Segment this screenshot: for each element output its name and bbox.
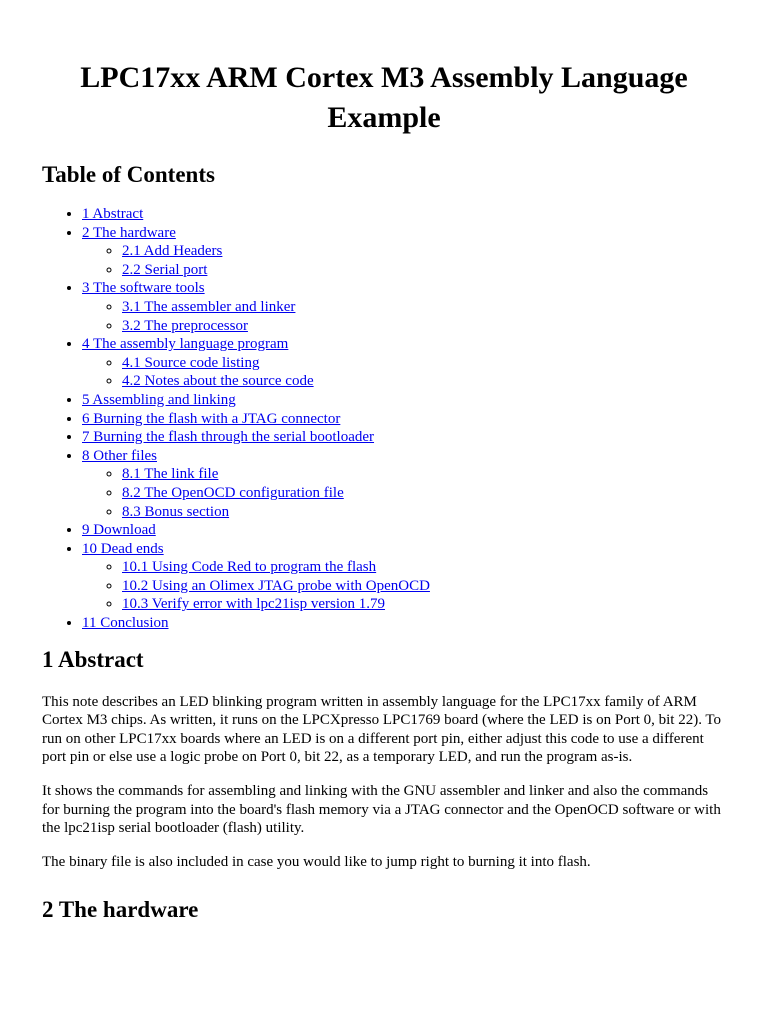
- toc-link[interactable]: 5 Assembling and linking: [82, 391, 236, 408]
- toc-item: [82, 224, 726, 280]
- toc-subitem: [122, 242, 726, 261]
- toc-sublink[interactable]: 8.2 The OpenOCD configuration file: [122, 484, 344, 501]
- toc-sublink[interactable]: 3.2 The preprocessor: [122, 317, 248, 334]
- toc-subitem: [122, 484, 726, 503]
- toc-sublist: [82, 242, 726, 279]
- toc-item: [82, 391, 726, 410]
- toc-sublink[interactable]: 4.2 Notes about the source code: [122, 373, 314, 390]
- toc-item: [82, 614, 726, 633]
- toc-link[interactable]: 8 Other files: [82, 447, 157, 464]
- toc-link[interactable]: 11 Conclusion: [82, 615, 169, 632]
- toc-sublink[interactable]: 8.3 Bonus section: [122, 503, 230, 520]
- toc-subitem: [122, 261, 726, 280]
- section-heading-abstract: 1 Abstract: [42, 646, 144, 672]
- toc-sublist: [82, 558, 726, 614]
- toc-sublist: [82, 354, 726, 391]
- toc-sublink[interactable]: 2.1 Add Headers: [122, 243, 223, 260]
- toc-subitem: [122, 298, 726, 317]
- toc-sublist: [82, 465, 726, 521]
- toc-subitem: [122, 372, 726, 391]
- toc-sublink[interactable]: 10.1 Using Code Red to program the flash: [122, 559, 377, 576]
- toc-item: [82, 447, 726, 521]
- toc-sublink[interactable]: 8.1 The link file: [122, 466, 219, 483]
- toc-subitem: [122, 503, 726, 522]
- toc-sublink[interactable]: 10.3 Verify error with lpc21isp version 1.79: [122, 596, 386, 613]
- toc-subitem: [122, 317, 726, 336]
- toc-item: [82, 428, 726, 447]
- toc-item: [82, 540, 726, 614]
- toc-link[interactable]: 6 Burning the flash with a JTAG connector: [82, 410, 341, 427]
- toc-sublist: [82, 298, 726, 335]
- toc-link[interactable]: 3 The software tools: [82, 280, 205, 297]
- table-of-contents: [42, 205, 726, 633]
- abstract-paragraph: The binary file is also included in case you would like to jump right to burning it into flash.: [42, 853, 591, 870]
- toc-subitem: [122, 354, 726, 373]
- toc-link[interactable]: 7 Burning the flash through the serial bootloader: [82, 429, 375, 446]
- toc-link[interactable]: 2 The hardware: [82, 224, 176, 241]
- toc-sublink[interactable]: 4.1 Source code listing: [122, 354, 260, 371]
- toc-subitem: [122, 558, 726, 577]
- toc-item: [82, 335, 726, 391]
- toc-item: [82, 205, 726, 224]
- abstract-paragraph: This note describes an LED blinking program written in assembly language for the LPC17xx family of ARM Cortex M3 chips. As written, it runs on the LPCXpresso LPC1769 board (where the LED is on Port 0, bit 22). To run on other LPC17xx boards where an LED is on a different port pin, either adjust this code to use a different port pin or else use a logic probe on Port 0, bit 22, as a temporary LED, and run the program as-is.: [42, 693, 722, 766]
- toc-link[interactable]: 1 Abstract: [82, 206, 144, 222]
- toc-sublink[interactable]: 2.2 Serial port: [122, 261, 208, 278]
- toc-sublink[interactable]: 10.2 Using an Olimex JTAG probe with OpenOCD: [122, 577, 430, 594]
- toc-subitem: [122, 595, 726, 614]
- toc-link[interactable]: 10 Dead ends: [82, 540, 164, 557]
- toc-sublink[interactable]: 3.1 The assembler and linker: [122, 298, 296, 315]
- toc-link[interactable]: 4 The assembly language program: [82, 336, 289, 353]
- abstract-paragraph: It shows the commands for assembling and linking with the GNU assembler and linker and also the commands for burning the program into the board's flash memory via a JTAG connector and the OpenOCD software or with the lpc21isp serial bootloader (flash) utility.: [42, 783, 721, 837]
- toc-subitem: [122, 465, 726, 484]
- toc-subitem: [122, 577, 726, 596]
- section-heading-hardware: 2 The hardware: [42, 897, 199, 923]
- page-title: LPC17xx ARM Cortex M3 Assembly Language Example: [80, 61, 688, 134]
- toc-item: [82, 521, 726, 540]
- toc-item: [82, 279, 726, 335]
- toc-link[interactable]: 9 Download: [82, 522, 156, 539]
- toc-heading: Table of Contents: [42, 162, 215, 187]
- toc-item: [82, 410, 726, 429]
